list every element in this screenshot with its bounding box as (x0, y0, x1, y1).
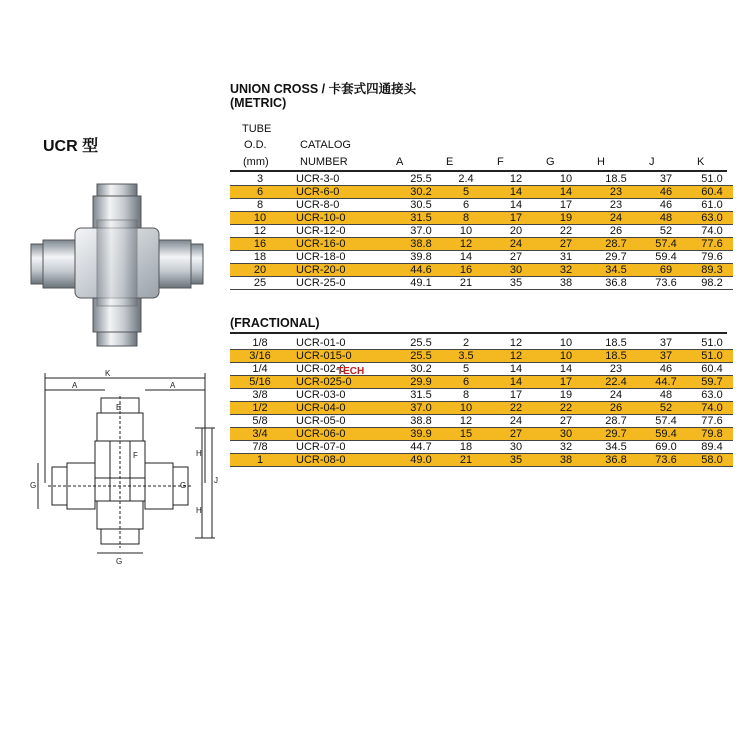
fractional-cell: 25.5 (401, 337, 441, 350)
catalog-header-line2: NUMBER (300, 156, 348, 168)
metric-cell: 5 (441, 186, 491, 199)
metric-cell: 10 (230, 212, 290, 225)
fractional-rule (230, 332, 727, 334)
fractional-cell: 10 (441, 402, 491, 415)
fractional-cell: 3/4 (230, 428, 290, 441)
fractional-cell: UCR-02-0 (290, 363, 401, 376)
metric-cell: 28.7 (591, 238, 641, 251)
dim-label-g-bottom: G (116, 557, 123, 566)
metric-cell: 38.8 (401, 238, 441, 251)
metric-cell: 98.2 (691, 277, 733, 290)
metric-cell: 30.5 (401, 199, 441, 212)
metric-cell: 10 (541, 173, 591, 186)
metric-cell: 30.2 (401, 186, 441, 199)
metric-cell: 23 (591, 186, 641, 199)
metric-row (230, 225, 733, 238)
fractional-cell: 30.2 (401, 363, 441, 376)
metric-cell: 16 (441, 264, 491, 277)
metric-cell: 69 (641, 264, 691, 277)
fractional-cell: 60.4 (691, 363, 733, 376)
metric-row (230, 251, 733, 264)
metric-cell: 44.6 (401, 264, 441, 277)
fractional-cell: 69.0 (641, 441, 691, 454)
fractional-cell: 5 (441, 363, 491, 376)
fractional-cell: UCR-06-0 (290, 428, 401, 441)
fractional-cell: 12 (491, 337, 541, 350)
metric-cell: 8 (441, 212, 491, 225)
fractional-row (230, 350, 733, 363)
fractional-cell: 63.0 (691, 389, 733, 402)
fractional-cell: 24 (491, 415, 541, 428)
fractional-cell: 10 (541, 350, 591, 363)
fractional-cell: 57.4 (641, 415, 691, 428)
fractional-cell: 3.5 (441, 350, 491, 363)
fractional-cell: 39.9 (401, 428, 441, 441)
dim-label-g-right: G (180, 481, 187, 490)
fractional-cell: 3/16 (230, 350, 290, 363)
fractional-cell: 6 (441, 376, 491, 389)
metric-row (230, 186, 733, 199)
metric-cell: 25 (230, 277, 290, 290)
catalog-heading (230, 82, 416, 110)
metric-cell: 27 (541, 238, 591, 251)
fractional-cell: 8 (441, 389, 491, 402)
fractional-cell: 35 (491, 454, 541, 467)
metric-cell: 14 (541, 186, 591, 199)
metric-row (230, 238, 733, 251)
metric-cell: 23 (591, 199, 641, 212)
metric-cell: 30 (491, 264, 541, 277)
metric-cell: 31 (541, 251, 591, 264)
watermark: TECH (337, 366, 365, 377)
fractional-cell: 1/8 (230, 337, 290, 350)
fractional-cell: 23 (591, 363, 641, 376)
fractional-cell: 38.8 (401, 415, 441, 428)
fractional-cell: 1/2 (230, 402, 290, 415)
metric-cell: 14 (491, 186, 541, 199)
metric-cell: UCR-20-0 (290, 264, 401, 277)
metric-cell: 59.4 (641, 251, 691, 264)
metric-cell: 34.5 (591, 264, 641, 277)
fractional-cell: 44.7 (641, 376, 691, 389)
metric-cell: 52 (641, 225, 691, 238)
fractional-cell: 32 (541, 441, 591, 454)
fractional-cell: UCR-03-0 (290, 389, 401, 402)
metric-cell: 46 (641, 186, 691, 199)
fractional-cell: 17 (541, 376, 591, 389)
fractional-row (230, 337, 733, 350)
metric-cell: 12 (441, 238, 491, 251)
metric-cell: 20 (230, 264, 290, 277)
fractional-cell: 2 (441, 337, 491, 350)
fractional-cell: 37.0 (401, 402, 441, 415)
metric-cell: 74.0 (691, 225, 733, 238)
fractional-cell: 5/8 (230, 415, 290, 428)
metric-cell: 17 (541, 199, 591, 212)
dim-label-g-left: G (30, 481, 37, 490)
fractional-row (230, 454, 733, 467)
fractional-cell: 15 (441, 428, 491, 441)
fractional-cell: 19 (541, 389, 591, 402)
fractional-cell: UCR-01-0 (290, 337, 401, 350)
metric-cell: 6 (230, 186, 290, 199)
column-header-f: F (497, 156, 504, 168)
fractional-heading: (FRACTIONAL) (230, 316, 320, 330)
fractional-cell: 27 (491, 428, 541, 441)
fractional-cell: 18.5 (591, 350, 641, 363)
fractional-cell: 73.6 (641, 454, 691, 467)
metric-cell: 61.0 (691, 199, 733, 212)
dim-label-a-right: A (170, 381, 176, 390)
metric-cell: 29.7 (591, 251, 641, 264)
metric-cell: 22 (541, 225, 591, 238)
heading-subtitle: (METRIC) (230, 96, 287, 110)
tube-header-line1: TUBE (242, 123, 272, 135)
fractional-cell: 12 (491, 350, 541, 363)
metric-cell: UCR-16-0 (290, 238, 401, 251)
metric-cell: 51.0 (691, 173, 733, 186)
fractional-cell: 51.0 (691, 337, 733, 350)
fractional-cell: 7/8 (230, 441, 290, 454)
metric-cell: 12 (230, 225, 290, 238)
metric-cell: 24 (491, 238, 541, 251)
metric-cell: 60.4 (691, 186, 733, 199)
fractional-cell: 48 (641, 389, 691, 402)
heading-title: UNION CROSS / 卡套式四通接头 (230, 82, 417, 96)
model-label: UCR 型 (43, 138, 99, 155)
metric-cell: UCR-8-0 (290, 199, 401, 212)
dim-label-a-left: A (72, 381, 78, 390)
metric-cell: 19 (541, 212, 591, 225)
metric-cell: 38 (541, 277, 591, 290)
fractional-cell: UCR-07-0 (290, 441, 401, 454)
metric-cell: 6 (441, 199, 491, 212)
column-header-h: H (597, 156, 605, 168)
metric-row (230, 264, 733, 277)
metric-cell: 63.0 (691, 212, 733, 225)
fractional-cell: 17 (491, 389, 541, 402)
metric-cell: 31.5 (401, 212, 441, 225)
fractional-cell: 52 (641, 402, 691, 415)
fractional-cell: 37 (641, 337, 691, 350)
metric-cell: 2.4 (441, 173, 491, 186)
metric-cell: 25.5 (401, 173, 441, 186)
metric-cell: 37.0 (401, 225, 441, 238)
metric-cell: 8 (230, 199, 290, 212)
fractional-cell: 89.4 (691, 441, 733, 454)
header-rule (230, 170, 727, 172)
fractional-cell: 36.8 (591, 454, 641, 467)
fractional-cell: 18 (441, 441, 491, 454)
fractional-cell: UCR-08-0 (290, 454, 401, 467)
column-header-e: E (446, 156, 454, 168)
fractional-cell: 25.5 (401, 350, 441, 363)
metric-cell: UCR-12-0 (290, 225, 401, 238)
metric-row (230, 212, 733, 225)
dim-label-k: K (105, 369, 111, 378)
metric-cell: 77.6 (691, 238, 733, 251)
metric-cell: 3 (230, 173, 290, 186)
fractional-cell: 26 (591, 402, 641, 415)
metric-cell: UCR-3-0 (290, 173, 401, 186)
fractional-cell: 34.5 (591, 441, 641, 454)
fractional-cell: 77.6 (691, 415, 733, 428)
metric-cell: 89.3 (691, 264, 733, 277)
fractional-cell: 30 (491, 441, 541, 454)
fractional-row (230, 415, 733, 428)
tube-header-line3: (mm) (243, 156, 269, 168)
metric-row (230, 173, 733, 186)
metric-cell: 36.8 (591, 277, 641, 290)
metric-cell: 14 (491, 199, 541, 212)
metric-cell: 26 (591, 225, 641, 238)
metric-cell: 21 (441, 277, 491, 290)
metric-cell: 18 (230, 251, 290, 264)
fractional-cell: 30 (541, 428, 591, 441)
metric-cell: 32 (541, 264, 591, 277)
fractional-cell: 51.0 (691, 350, 733, 363)
fractional-cell: 28.7 (591, 415, 641, 428)
fractional-cell: 59.7 (691, 376, 733, 389)
fractional-cell: 14 (491, 363, 541, 376)
metric-cell: 49.1 (401, 277, 441, 290)
fractional-row (230, 441, 733, 454)
fractional-cell: 74.0 (691, 402, 733, 415)
fractional-row (230, 428, 733, 441)
column-header-j: J (649, 156, 655, 168)
metric-cell: 14 (441, 251, 491, 264)
column-header-g: G (546, 156, 555, 168)
metric-cell: 27 (491, 251, 541, 264)
fractional-row (230, 389, 733, 402)
fractional-cell: 1/4 (230, 363, 290, 376)
metric-cell: 10 (441, 225, 491, 238)
fractional-cell: 22.4 (591, 376, 641, 389)
technical-drawing (30, 368, 220, 568)
catalog-header-line1: CATALOG (300, 139, 351, 151)
fractional-cell: 29.9 (401, 376, 441, 389)
metric-row (230, 199, 733, 212)
metric-cell: UCR-10-0 (290, 212, 401, 225)
fractional-row (230, 363, 733, 376)
metric-cell: 20 (491, 225, 541, 238)
fractional-cell: 21 (441, 454, 491, 467)
fractional-cell: 59.4 (641, 428, 691, 441)
fractional-cell: 38 (541, 454, 591, 467)
fractional-cell: 31.5 (401, 389, 441, 402)
fractional-cell: 3/8 (230, 389, 290, 402)
fractional-cell: 10 (541, 337, 591, 350)
fractional-cell: 24 (591, 389, 641, 402)
fractional-cell: 22 (491, 402, 541, 415)
fractional-cell: 12 (441, 415, 491, 428)
metric-row (230, 277, 733, 290)
fractional-cell: 14 (491, 376, 541, 389)
metric-cell: 48 (641, 212, 691, 225)
fractional-row (230, 402, 733, 415)
fractional-cell: 22 (541, 402, 591, 415)
metric-cell: 79.6 (691, 251, 733, 264)
metric-cell: 18.5 (591, 173, 641, 186)
metric-cell: 73.6 (641, 277, 691, 290)
fractional-cell: 18.5 (591, 337, 641, 350)
fractional-cell: 37 (641, 350, 691, 363)
fractional-cell: UCR-025-0 (290, 376, 401, 389)
metric-cell: 35 (491, 277, 541, 290)
dim-label-h-top: H (196, 449, 202, 458)
metric-cell: 37 (641, 173, 691, 186)
fractional-cell: 27 (541, 415, 591, 428)
metric-cell: 39.8 (401, 251, 441, 264)
metric-table (230, 173, 733, 290)
metric-cell: 57.4 (641, 238, 691, 251)
fractional-cell: UCR-015-0 (290, 350, 401, 363)
dim-label-j: J (214, 476, 218, 485)
fractional-cell: 46 (641, 363, 691, 376)
fractional-cell: 5/16 (230, 376, 290, 389)
metric-cell: 16 (230, 238, 290, 251)
fractional-table (230, 337, 733, 467)
fractional-cell: 1 (230, 454, 290, 467)
dim-label-e: E (116, 403, 122, 412)
metric-cell: 46 (641, 199, 691, 212)
column-header-k: K (697, 156, 705, 168)
column-header-a: A (396, 156, 404, 168)
fractional-cell: 44.7 (401, 441, 441, 454)
fractional-cell: 49.0 (401, 454, 441, 467)
metric-cell: UCR-6-0 (290, 186, 401, 199)
fractional-cell: UCR-05-0 (290, 415, 401, 428)
dim-label-f: F (133, 451, 138, 460)
fractional-cell: 58.0 (691, 454, 733, 467)
dim-label-h-bottom: H (196, 506, 202, 515)
metric-cell: 24 (591, 212, 641, 225)
metric-cell: UCR-25-0 (290, 277, 401, 290)
metric-cell: UCR-18-0 (290, 251, 401, 264)
fractional-cell: 14 (541, 363, 591, 376)
fractional-cell: 29.7 (591, 428, 641, 441)
fractional-row (230, 376, 733, 389)
fractional-cell: UCR-04-0 (290, 402, 401, 415)
metric-cell: 17 (491, 212, 541, 225)
product-photo (27, 180, 207, 360)
fractional-cell: 79.8 (691, 428, 733, 441)
metric-cell: 12 (491, 173, 541, 186)
tube-header-line2: O.D. (244, 139, 267, 151)
